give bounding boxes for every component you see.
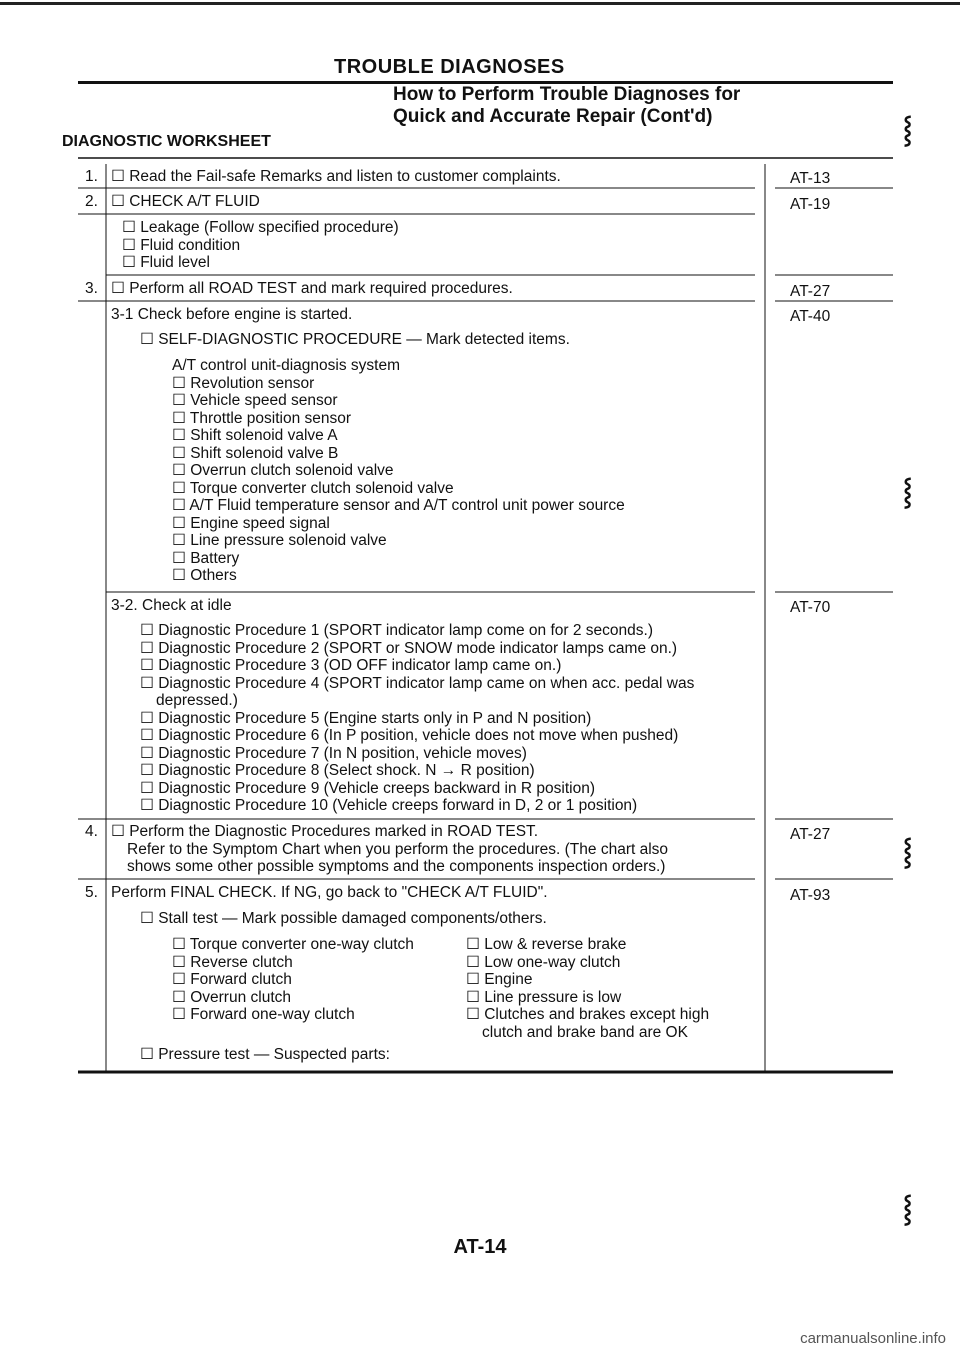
row-number: 4. [85,823,98,840]
list-item: ☐ Others [172,567,237,584]
subtitle-line-2: Quick and Accurate Repair (Cont'd) [393,106,713,127]
list-item: ☐ Fluid condition [122,236,241,254]
list-item: ☐ Diagnostic Procedure 6 (In P position, vehicle does not move when pushed) [140,727,679,744]
section-title: TROUBLE DIAGNOSES [334,56,565,78]
row-1-reference: AT-13 [790,170,831,187]
row-3-2-text: 3-2. Check at idle [111,597,232,614]
list-item: ☐ Overrun clutch solenoid valve [172,462,394,479]
row-4-line: ☐ Perform the Diagnostic Procedures marked in ROAD TEST. [111,823,539,840]
list-item: ☐ Revolution sensor [172,374,315,392]
list-item: ☐ Throttle position sensor [172,409,352,427]
list-item: ☐ Diagnostic Procedure 3 (OD OFF indicator lamp came on.) [140,657,562,674]
row-4-line: shows some other possible symptoms and the components inspection orders.) [127,858,666,875]
list-item: ☐ Battery [172,549,240,567]
row-3-reference: AT-27 [790,283,831,300]
watermark: carmanualsonline.info [800,1330,946,1347]
list-item: ☐ Engine speed signal [172,514,330,532]
revision-mark-icon: ⸾ [903,836,913,866]
list-item: clutch and brake band are OK [482,1023,688,1041]
stall-right-column [466,936,709,1041]
row-1-text: ☐ Read the Fail-safe Remarks and listen to customer complaints. [111,168,561,185]
list-item: ☐ Overrun clutch [172,988,291,1006]
row-number: 3. [85,280,98,297]
list-item: ☐ Clutches and brakes except high [466,1006,710,1023]
list-item: ☐ Forward clutch [172,971,292,988]
row-4-reference: AT-27 [790,826,831,843]
row-3-2-reference: AT-70 [790,599,831,616]
self-diagnostic-heading: ☐ SELF-DIAGNOSTIC PROCEDURE — Mark detected items. [140,331,570,348]
list-item: ☐ Leakage (Follow specified procedure) [122,219,399,236]
row-2-reference: AT-19 [790,196,831,213]
system-label: A/T control unit-diagnosis system [172,357,401,374]
self-diagnostic-items [172,357,625,585]
list-item: ☐ Torque converter one-way clutch [172,936,414,953]
row-number: 5. [85,884,98,901]
revision-mark-icon: ⸾ [903,476,913,506]
list-item: ☐ Shift solenoid valve A [172,427,338,444]
row-number: 2. [85,193,98,210]
row-5-reference: AT-93 [790,887,831,904]
idle-check-items [140,622,694,815]
list-item: ☐ Diagnostic Procedure 5 (Engine starts only in P and N position) [140,709,592,727]
list-item: ☐ Diagnostic Procedure 2 (SPORT or SNOW mode indicator lamps came on.) [140,639,678,657]
row-3-1-reference: AT-40 [790,308,831,325]
row-2-text: ☐ CHECK A/T FLUID [111,193,260,210]
row-3-1-text: 3-1 Check before engine is started. [111,306,353,323]
list-item: ☐ Diagnostic Procedure 8 (Select shock. N → R position) [140,762,535,779]
revision-mark-icon: ⸾ [903,114,913,144]
list-item: ☐ Low one-way clutch [466,953,621,971]
list-item: ☐ Diagnostic Procedure 7 (In N position, vehicle moves) [140,744,527,762]
list-item: ☐ Shift solenoid valve B [172,444,339,462]
subtitle-line-1: How to Perform Trouble Diagnoses for [393,84,741,105]
row-3-text: ☐ Perform all ROAD TEST and mark required procedures. [111,280,513,297]
list-item: ☐ Vehicle speed sensor [172,392,338,409]
row-number: 1. [85,168,98,185]
list-item: ☐ Line pressure solenoid valve [172,532,387,549]
list-item: ☐ Fluid level [122,254,210,271]
list-item: ☐ Torque converter clutch solenoid valve [172,479,454,497]
row-4-text [111,823,668,876]
list-item: ☐ Diagnostic Procedure 4 (SPORT indicator lamp came on when acc. pedal was [140,674,695,692]
list-item: ☐ Line pressure is low [466,988,622,1006]
list-item: ☐ A/T Fluid temperature sensor and A/T control unit power source [172,497,625,514]
stall-left-column [172,936,414,1024]
list-item: depressed.) [156,692,238,709]
worksheet-title: DIAGNOSTIC WORKSHEET [62,133,271,150]
list-item: ☐ Low & reverse brake [466,936,627,953]
row-4-line: Refer to the Symptom Chart when you perform the procedures. (The chart also [127,840,669,858]
list-item: ☐ Engine [466,971,533,988]
list-item: ☐ Forward one-way clutch [172,1006,355,1023]
list-item: ☐ Diagnostic Procedure 10 (Vehicle creeps forward in D, 2 or 1 position) [140,797,638,814]
pressure-test-line: ☐ Pressure test — Suspected parts: [140,1046,390,1063]
list-item: ☐ Reverse clutch [172,953,293,971]
row-5-text: Perform FINAL CHECK. If NG, go back to "CHECK A/T FLUID". [111,884,548,901]
revision-mark-icon: ⸾ [903,1193,913,1223]
stall-test-heading: ☐ Stall test — Mark possible damaged components/others. [140,910,547,927]
list-item: ☐ Diagnostic Procedure 1 (SPORT indicator lamp come on for 2 seconds.) [140,622,653,639]
page-number: AT-14 [453,1236,507,1258]
row-2-items [122,219,399,272]
list-item: ☐ Diagnostic Procedure 9 (Vehicle creeps backward in R position) [140,779,596,797]
